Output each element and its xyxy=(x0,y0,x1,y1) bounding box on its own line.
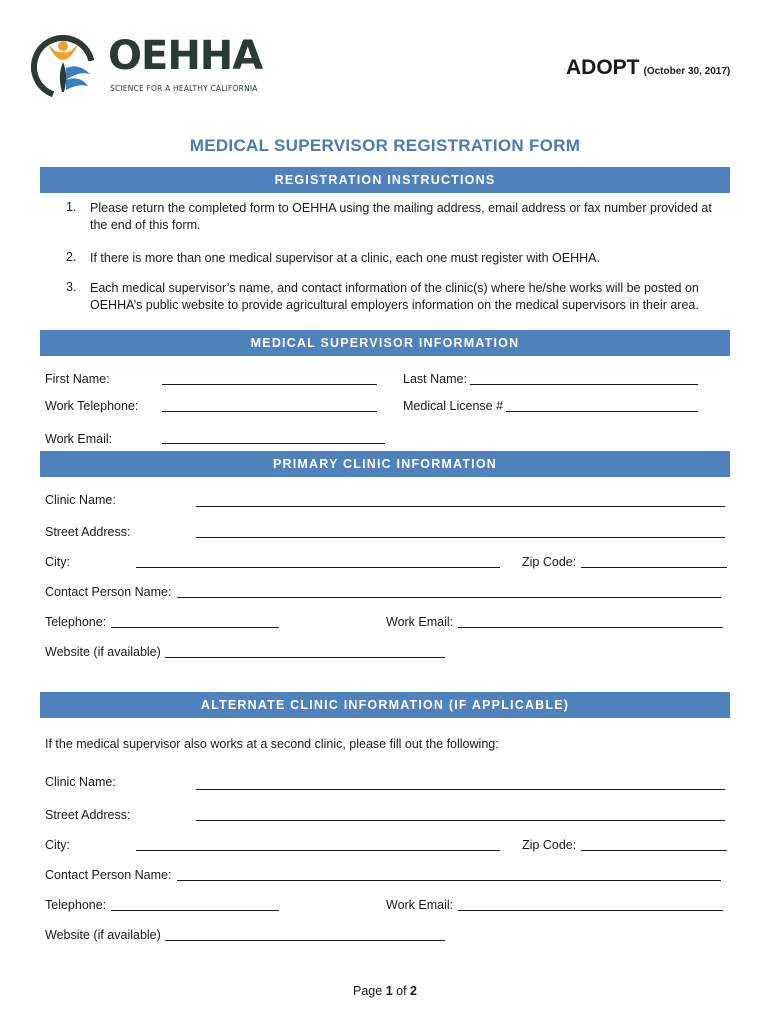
brand-tagline: SCIENCE FOR A HEALTHY CALIFORNIA xyxy=(110,84,258,93)
alt-clinic-name-label: Clinic Name: xyxy=(45,775,116,789)
street-address-field[interactable] xyxy=(196,537,725,538)
contact-person-label: Contact Person Name: xyxy=(45,585,172,599)
city-field[interactable] xyxy=(136,567,500,568)
zip-code-label: Zip Code: xyxy=(522,555,577,569)
alt-zip-code-label: Zip Code: xyxy=(522,838,577,852)
instruction-text: Please return the completed form to OEHHA using the mailing address, email address or fax number provided at the end of this form. xyxy=(90,201,712,232)
zip-code-field[interactable] xyxy=(581,567,727,568)
work-email-field[interactable] xyxy=(162,443,385,444)
clinic-work-email-label: Work Email: xyxy=(386,615,454,629)
last-name-label: Last Name: xyxy=(403,372,467,386)
alt-work-email-label: Work Email: xyxy=(386,898,454,912)
clinic-name-label: Clinic Name: xyxy=(45,493,116,507)
alt-street-address-field[interactable] xyxy=(196,820,725,821)
first-name-field[interactable] xyxy=(162,384,377,385)
clinic-work-email-field[interactable] xyxy=(458,627,723,628)
clinic-name-field[interactable] xyxy=(196,506,725,507)
alternate-intro: If the medical supervisor also works at a second clinic, please fill out the following: xyxy=(45,737,499,751)
alt-contact-person-field[interactable] xyxy=(177,880,721,881)
adopt-date: (October 30, 2017) xyxy=(643,66,731,77)
alt-contact-person-label: Contact Person Name: xyxy=(45,868,172,882)
website-label: Website (if available) xyxy=(45,645,161,659)
telephone-field[interactable] xyxy=(111,627,279,628)
instruction-text: Each medical supervisor’s name, and contact information of the clinic(s) where he/she works will be posted on OEHHA’s public website to provide agricultural employers information on the medical supervisors in their area. xyxy=(90,281,699,312)
alt-website-label: Website (if available) xyxy=(45,928,161,942)
instructions-heading: REGISTRATION INSTRUCTIONS xyxy=(40,167,730,193)
website-field[interactable] xyxy=(165,657,445,658)
adopt-label: ADOPT xyxy=(566,56,640,79)
alt-clinic-name-field[interactable] xyxy=(196,789,725,790)
last-name-field[interactable] xyxy=(470,384,698,385)
work-telephone-label: Work Telephone: xyxy=(45,399,139,413)
instruction-number: 3. xyxy=(66,280,77,294)
contact-person-field[interactable] xyxy=(177,597,721,598)
alt-zip-code-field[interactable] xyxy=(581,850,727,851)
instruction-number: 1. xyxy=(66,200,77,214)
primary-clinic-heading: PRIMARY CLINIC INFORMATION xyxy=(40,451,730,477)
city-label: City: xyxy=(45,555,70,569)
street-address-label: Street Address: xyxy=(45,525,131,539)
alt-city-label: City: xyxy=(45,838,70,852)
work-telephone-field[interactable] xyxy=(162,411,377,412)
alt-work-email-field[interactable] xyxy=(458,910,723,911)
alternate-clinic-heading: ALTERNATE CLINIC INFORMATION (IF APPLICABLE) xyxy=(40,692,730,718)
supervisor-heading: MEDICAL SUPERVISOR INFORMATION xyxy=(40,330,730,356)
page-number xyxy=(0,984,770,998)
work-email-label: Work Email: xyxy=(45,432,113,446)
first-name-label: First Name: xyxy=(45,372,110,386)
page-current: 1 xyxy=(385,984,393,998)
alt-telephone-field[interactable] xyxy=(111,910,279,911)
page-title: MEDICAL SUPERVISOR REGISTRATION FORM xyxy=(189,136,581,155)
alt-website-field[interactable] xyxy=(165,940,445,941)
page-total: 2 xyxy=(410,984,417,998)
page-word: Page xyxy=(353,984,383,998)
instruction-number: 2. xyxy=(66,250,77,264)
alt-street-address-label: Street Address: xyxy=(45,808,131,822)
medical-license-field[interactable] xyxy=(506,411,698,412)
alt-telephone-label: Telephone: xyxy=(45,898,107,912)
alt-city-field[interactable] xyxy=(136,850,500,851)
instruction-text: If there is more than one medical supervisor at a clinic, each one must register with OEHHA. xyxy=(90,251,600,265)
adopt-stamp xyxy=(566,56,730,80)
telephone-label: Telephone: xyxy=(45,615,107,629)
brand-name: OEHHA xyxy=(108,33,263,79)
medical-license-label: Medical License # xyxy=(403,399,504,413)
page-of: of xyxy=(396,984,407,998)
